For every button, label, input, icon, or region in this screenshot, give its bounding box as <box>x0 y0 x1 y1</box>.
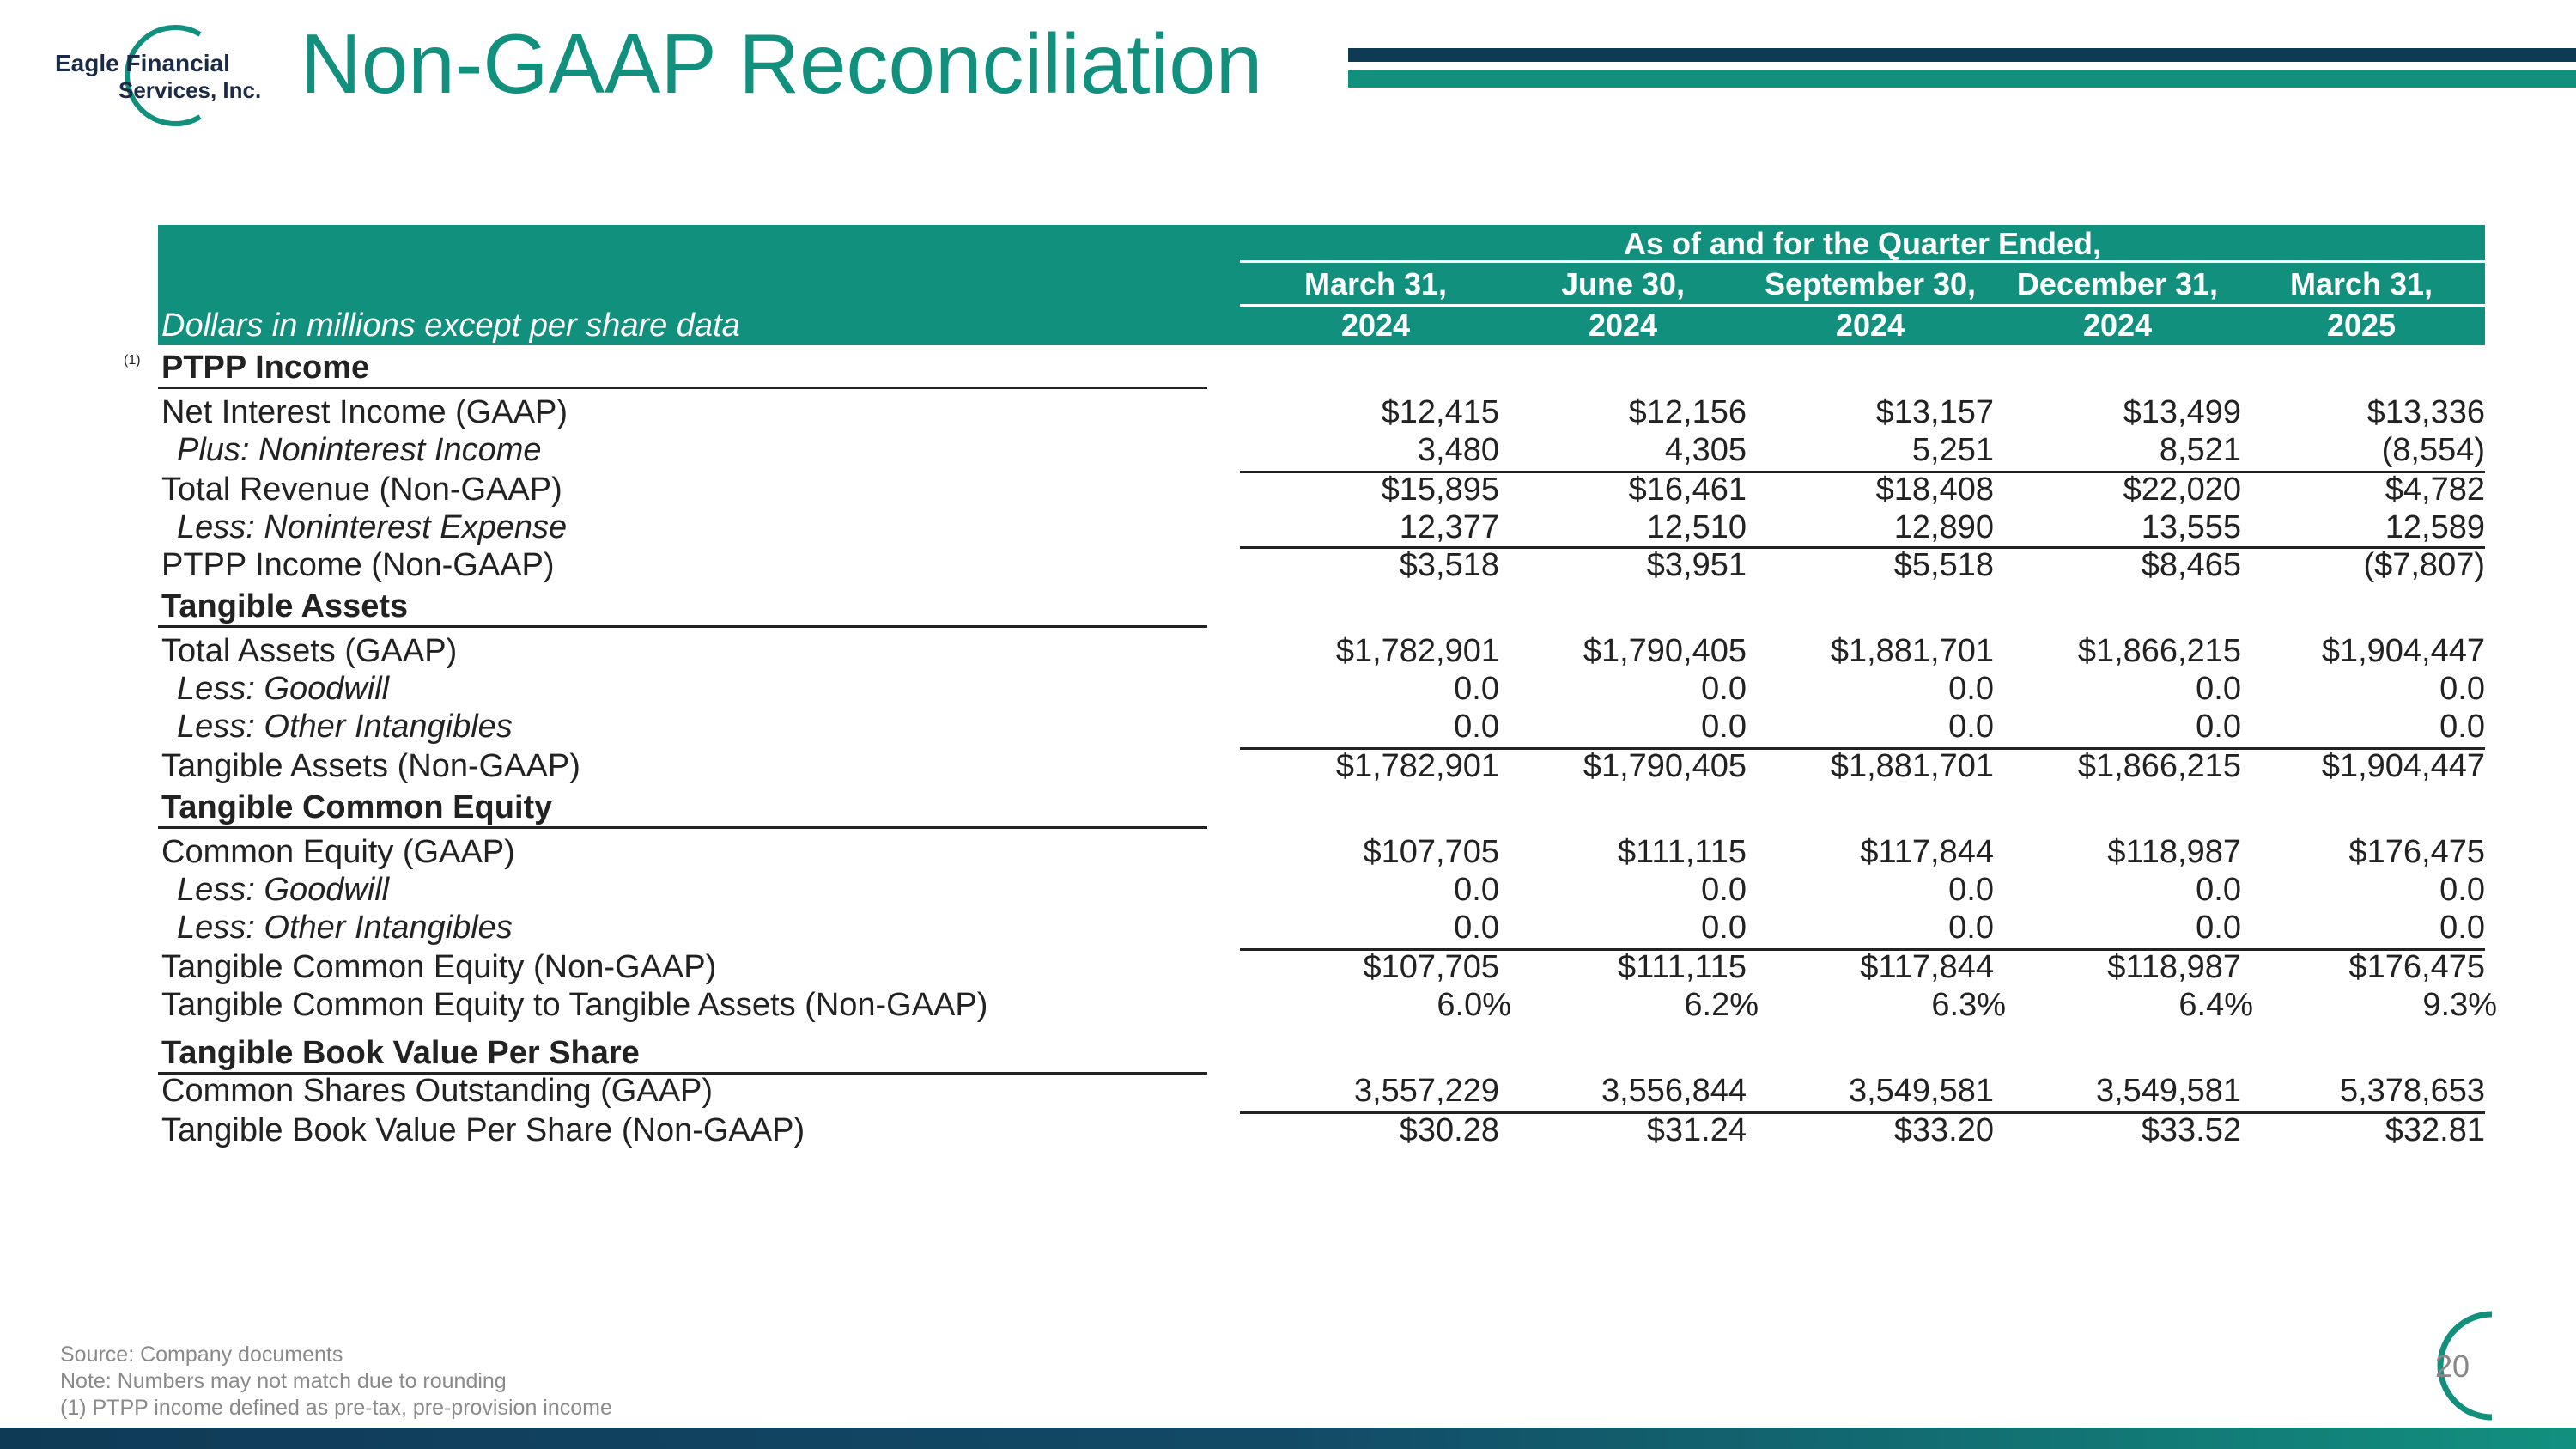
row-label: Less: Goodwill <box>177 872 390 908</box>
cell-value: 0.0 <box>2196 872 2241 908</box>
cell-value: $12,415 <box>1381 394 1499 430</box>
table-row <box>158 871 2485 909</box>
cell-value: 0.0 <box>1454 910 1499 946</box>
cell-value: 3,480 <box>1417 432 1499 468</box>
cell-value: 0.0 <box>1948 872 1994 908</box>
column-header: March 31, 2024 <box>1303 266 1448 343</box>
cell-value: 0.0 <box>1454 709 1499 745</box>
title-bar-teal <box>1348 70 2576 88</box>
cell-value: $1,866,215 <box>2077 633 2241 669</box>
cell-value: 8,521 <box>2159 432 2241 468</box>
column-header: December 31, 2024 <box>2016 266 2219 343</box>
section-header: (1) PTPP Income <box>124 350 370 386</box>
cell-value: 12,377 <box>1399 509 1499 545</box>
cell-value: $33.20 <box>1893 1112 1994 1148</box>
row-label: Common Shares Outstanding (GAAP) <box>161 1073 714 1109</box>
cell-value: 3,557,229 <box>1353 1073 1499 1109</box>
column-header: March 31, 2025 <box>2289 266 2433 343</box>
column-header: September 30, 2024 <box>1764 266 1977 343</box>
cell-value: 0.0 <box>1454 671 1499 707</box>
cell-value: $1,790,405 <box>1583 748 1747 784</box>
table-row <box>158 747 2485 785</box>
table-row <box>158 632 2485 670</box>
section-rule <box>158 387 1207 389</box>
cell-value: 12,510 <box>1646 509 1747 545</box>
cell-value: $1,881,701 <box>1830 633 1994 669</box>
row-label: Total Revenue (Non-GAAP) <box>161 472 562 508</box>
cell-value: 12,890 <box>1893 509 1994 545</box>
cell-value: $33.52 <box>2141 1112 2241 1148</box>
cell-value: $118,987 <box>2107 834 2241 870</box>
row-label: Common Equity (GAAP) <box>161 834 515 870</box>
cell-value: $176,475 <box>2348 949 2485 985</box>
cell-value: 5,378,653 <box>2339 1073 2485 1109</box>
logo-text-line2: Services, Inc. <box>118 77 262 103</box>
table-row <box>158 833 2485 871</box>
cell-value: 4,305 <box>1664 432 1747 468</box>
cell-value: $4,782 <box>2385 472 2485 508</box>
page-title: Non-GAAP Reconciliation <box>301 16 1263 111</box>
cell-value: 0.0 <box>1454 872 1499 908</box>
table-row <box>158 471 2485 508</box>
cell-value: 0.0 <box>1948 910 1994 946</box>
cell-value: 0.0 <box>2439 671 2485 707</box>
cell-value: 3,556,844 <box>1601 1073 1747 1109</box>
cell-value: $1,904,447 <box>2321 748 2485 784</box>
cell-value: 0.0 <box>2439 709 2485 745</box>
cell-value: $5,518 <box>1893 547 1994 583</box>
cell-value: $22,020 <box>2123 472 2241 508</box>
cell-value: $1,782,901 <box>1335 748 1499 784</box>
section-header: Tangible Common Equity <box>161 789 553 825</box>
cell-value: 6.3% <box>1931 987 2006 1023</box>
cell-value: $1,790,405 <box>1583 633 1747 669</box>
cell-value: $3,518 <box>1399 547 1499 583</box>
cell-value: $18,408 <box>1875 472 1994 508</box>
cell-value: $3,951 <box>1646 547 1747 583</box>
cell-value: $107,705 <box>1363 949 1499 985</box>
section-header: Tangible Assets <box>161 588 409 624</box>
cell-value: 0.0 <box>2196 910 2241 946</box>
cell-value: 6.0% <box>1437 987 1511 1023</box>
cell-value: $12,156 <box>1628 394 1747 430</box>
cell-value: $117,844 <box>1860 949 1994 985</box>
cell-value: 0.0 <box>1701 709 1747 745</box>
table-row <box>158 431 2485 469</box>
table-row <box>158 909 2485 947</box>
section-rule <box>158 625 1207 628</box>
cell-value: 0.0 <box>2439 910 2485 946</box>
logo-text-line1: Eagle Financial <box>55 50 230 76</box>
row-label: Plus: Noninterest Income <box>177 432 542 468</box>
table-row <box>158 508 2485 546</box>
row-label: Net Interest Income (GAAP) <box>161 394 568 430</box>
footnote-mark: (1) <box>124 353 141 368</box>
cell-value: $176,475 <box>2348 834 2485 870</box>
cell-value: $16,461 <box>1628 472 1747 508</box>
cell-value: $32.81 <box>2385 1112 2485 1148</box>
title-bar-dark <box>1348 48 2576 62</box>
cell-value: 0.0 <box>1701 910 1747 946</box>
row-label: Tangible Common Equity (Non-GAAP) <box>161 949 717 985</box>
company-logo <box>50 15 273 127</box>
cell-value: 0.0 <box>1948 671 1994 707</box>
cell-value: $15,895 <box>1381 472 1499 508</box>
cell-value: $1,881,701 <box>1830 748 1994 784</box>
cell-value: $31.24 <box>1646 1112 1747 1148</box>
row-label: Less: Goodwill <box>177 671 390 707</box>
source-note: Source: Company documents <box>60 1342 343 1367</box>
cell-value: (8,554) <box>2381 432 2485 468</box>
cell-value: $13,499 <box>2123 394 2241 430</box>
cell-value: 3,549,581 <box>2095 1073 2241 1109</box>
row-label: Total Assets (GAAP) <box>161 633 458 669</box>
cell-value: $117,844 <box>1860 834 1994 870</box>
bottom-bar <box>0 1428 2576 1449</box>
cell-value: 6.2% <box>1684 987 1759 1023</box>
page-number: 20 <box>2434 1349 2470 1384</box>
footnotes <box>60 1342 612 1422</box>
cell-value: 0.0 <box>1948 709 1994 745</box>
cell-value: $111,115 <box>1617 949 1747 985</box>
row-label: Tangible Book Value Per Share (Non-GAAP) <box>161 1112 805 1148</box>
cell-value: 3,549,581 <box>1848 1073 1994 1109</box>
table-row <box>158 1072 2485 1110</box>
table-row <box>158 393 2485 431</box>
row-label: Less: Other Intangibles <box>177 910 513 946</box>
column-header: June 30, 2024 <box>1560 266 1686 343</box>
row-label: Tangible Common Equity to Tangible Assets (Non-GAAP) <box>161 987 988 1023</box>
row-label: Less: Noninterest Expense <box>177 509 568 545</box>
cell-value: $1,782,901 <box>1335 633 1499 669</box>
table-row <box>158 948 2485 986</box>
cell-value: $111,115 <box>1617 834 1747 870</box>
table-row <box>158 670 2485 708</box>
cell-value: 0.0 <box>2196 709 2241 745</box>
cell-value: $13,336 <box>2366 394 2485 430</box>
cell-value: $13,157 <box>1875 394 1994 430</box>
section-header: Tangible Book Value Per Share <box>161 1035 640 1071</box>
rounding-note: Note: Numbers may not match due to rounding <box>60 1369 507 1393</box>
cell-value: 0.0 <box>2196 671 2241 707</box>
ptpp-footnote: (1) PTPP income defined as pre-tax, pre-provision income <box>60 1396 612 1420</box>
cell-value: 0.0 <box>2439 872 2485 908</box>
cell-value: $1,866,215 <box>2077 748 2241 784</box>
cell-value: $107,705 <box>1363 834 1499 870</box>
cell-value: $8,465 <box>2141 547 2241 583</box>
table-row <box>158 708 2485 746</box>
row-label: PTPP Income (Non-GAAP) <box>161 547 555 583</box>
table-row <box>158 1111 2485 1149</box>
cell-value: 9.3% <box>2422 987 2497 1023</box>
cell-value: 6.4% <box>2178 987 2253 1023</box>
cell-value: 13,555 <box>2141 509 2241 545</box>
section-rule <box>158 826 1207 829</box>
cell-value: $30.28 <box>1399 1112 1499 1148</box>
cell-value: 0.0 <box>1701 872 1747 908</box>
units-caption: Dollars in millions except per share data <box>161 307 740 344</box>
cell-value: 0.0 <box>1701 671 1747 707</box>
quarter-span-header: As of and for the Quarter Ended, <box>1240 225 2485 263</box>
cell-value: 5,251 <box>1911 432 1994 468</box>
row-label: Tangible Assets (Non-GAAP) <box>161 748 580 784</box>
row-label: Less: Other Intangibles <box>177 709 513 745</box>
cell-value: $1,904,447 <box>2321 633 2485 669</box>
table-row <box>158 986 2497 1024</box>
cell-value: ($7,807) <box>2363 547 2485 583</box>
table-row <box>158 546 2485 584</box>
cell-value: $118,987 <box>2107 949 2241 985</box>
cell-value: 12,589 <box>2385 509 2485 545</box>
